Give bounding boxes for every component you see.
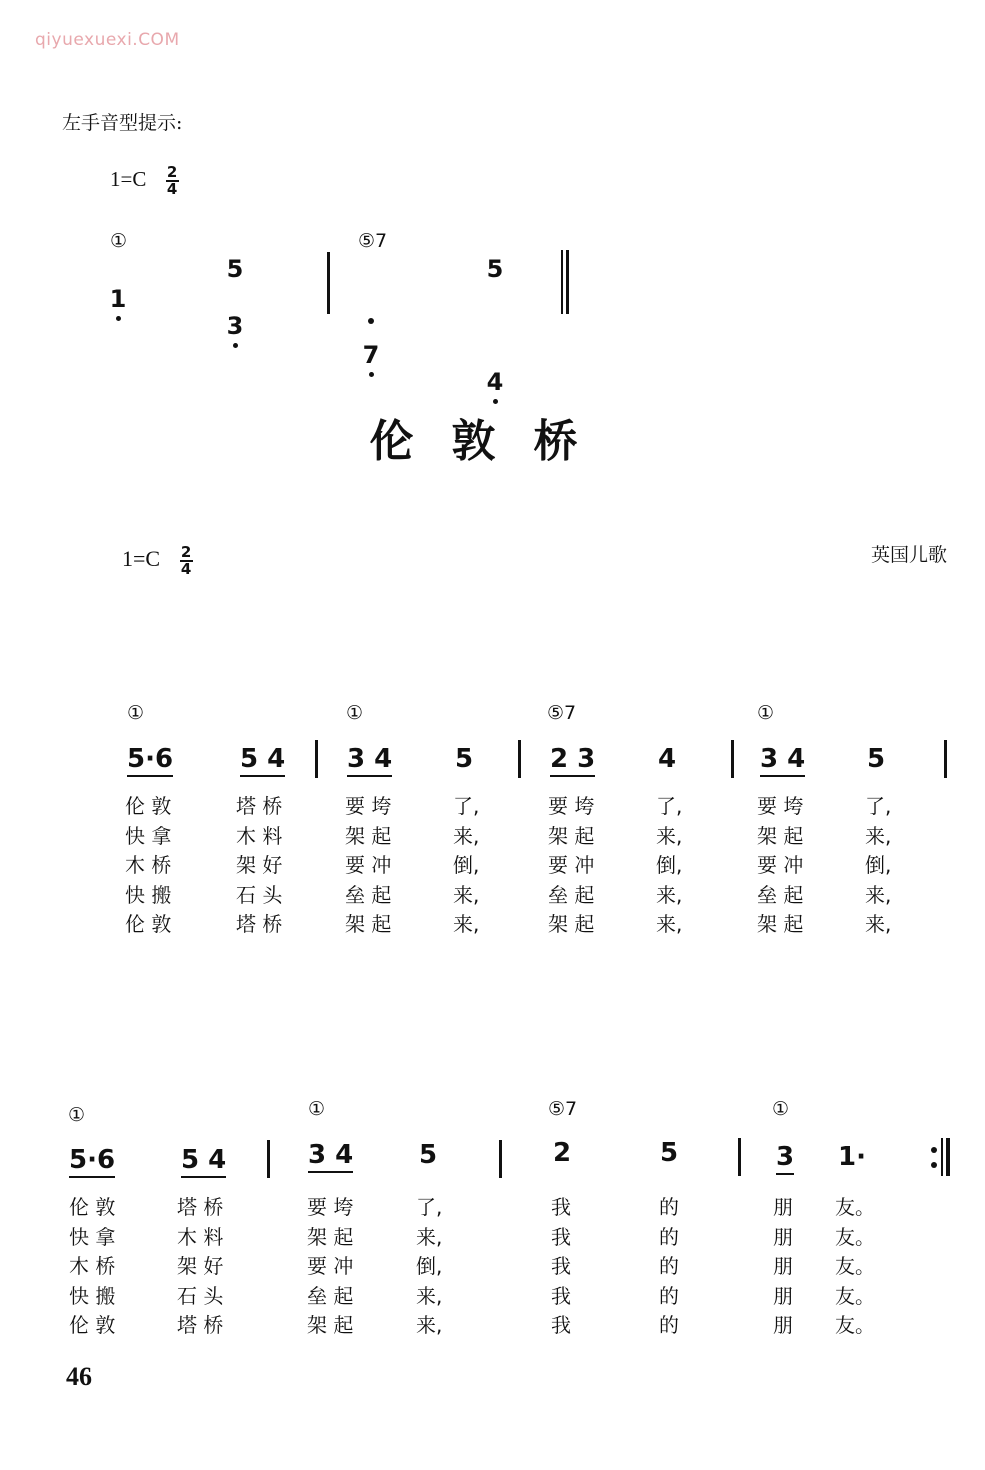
song-time-top: 2 <box>180 543 192 561</box>
hint-chord-note-2-bottom: 4 <box>483 368 507 396</box>
lyric: 我 <box>551 1254 571 1278</box>
hint-chord-2: ⑤7 <box>358 230 388 252</box>
lyric: 来, <box>656 823 683 848</box>
line1-lyrics-col-6 <box>656 792 682 940</box>
hint-final-barline-thick <box>566 250 569 314</box>
line2-note-6: 5 <box>660 1138 679 1168</box>
line2-chord-3: ⑤7 <box>548 1098 578 1120</box>
lyric: 友。 <box>835 1313 875 1337</box>
line1-chord-2: ① <box>346 702 364 724</box>
line1-note-7: 3 4 <box>760 744 805 777</box>
line1-note-5: 2 3 <box>550 744 595 777</box>
lyric: 要 垮 <box>757 794 804 818</box>
song-origin: 英国儿歌 <box>870 544 947 566</box>
line2-lyrics-col-3 <box>307 1193 353 1341</box>
line1-chord-1: ① <box>127 702 145 724</box>
lyric: 塔 桥 <box>236 912 283 936</box>
lyric: 架 起 <box>548 912 595 936</box>
lyric: 快 拿 <box>125 823 172 848</box>
hint-key-signature <box>110 165 179 197</box>
line2-note-8: 1· <box>838 1142 866 1172</box>
repeat-dot-bottom <box>931 1162 937 1168</box>
lyric: 友。 <box>835 1224 875 1249</box>
repeat-dot-top <box>931 1147 937 1153</box>
lyric: 来, <box>656 882 683 907</box>
lyric: 垒 起 <box>548 882 595 907</box>
page-number: 46 <box>66 1362 92 1391</box>
hint-chord-note-1-top: 5 <box>226 255 244 283</box>
line2-note-7: 3 <box>776 1142 794 1175</box>
lyric: 快 拿 <box>69 1224 116 1249</box>
lyric: 来, <box>416 1283 443 1308</box>
line2-note-5: 2 <box>553 1138 572 1168</box>
line2-barline-1 <box>267 1140 270 1178</box>
song-title: 伦敦桥 <box>369 416 616 467</box>
line2-barline-2 <box>499 1140 502 1178</box>
lyric: 来, <box>453 823 480 848</box>
lyric: 朋 <box>773 1195 793 1219</box>
lyric: 的 <box>659 1195 679 1219</box>
lyric: 木 料 <box>236 823 283 848</box>
watermark-text: qiyuexuexi.COM <box>35 30 180 50</box>
hint-final-barline-thin <box>561 250 563 314</box>
left-hand-pattern-label: 左手音型提示: <box>62 112 183 134</box>
line2-lyrics-col-7 <box>773 1193 793 1341</box>
line2-chord-1: ① <box>68 1104 86 1126</box>
lyric: 朋 <box>773 1313 793 1337</box>
hint-time-top: 2 <box>166 163 178 181</box>
lyric: 塔 桥 <box>236 794 283 818</box>
lyric: 塔 桥 <box>177 1195 224 1219</box>
lyric: 倒, <box>416 1254 443 1278</box>
song-time-signature <box>180 545 193 577</box>
lyric: 朋 <box>773 1254 793 1278</box>
line1-note-8: 5 <box>867 744 886 774</box>
line2-barline-3 <box>738 1138 741 1176</box>
line2-lyrics-col-1 <box>69 1193 115 1341</box>
hint-chord-note-1-bottom: 3 <box>223 312 247 340</box>
lyric: 倒, <box>865 853 892 877</box>
hint-bass-note-2: 7 <box>359 341 383 369</box>
lyric: 要 垮 <box>345 794 392 818</box>
lyric: 伦 敦 <box>125 912 172 936</box>
lyric: 架 起 <box>548 823 595 848</box>
line2-lyrics-col-6 <box>659 1193 679 1341</box>
lyric: 友。 <box>835 1283 875 1308</box>
line1-barline-3 <box>731 740 734 778</box>
line1-lyrics-col-5 <box>548 792 594 940</box>
hint-barline-1 <box>327 252 330 314</box>
lyric: 要 冲 <box>307 1254 354 1278</box>
line1-note-4: 5 <box>455 744 474 774</box>
song-time-bottom: 4 <box>180 560 192 578</box>
line1-chord-3: ⑤7 <box>547 702 577 724</box>
hint-bass-low-dot <box>368 318 374 324</box>
hint-chord-note-2-top: 5 <box>486 255 504 283</box>
lyric: 来, <box>416 1224 443 1249</box>
line1-lyrics-col-4 <box>453 792 479 940</box>
line2-lyrics-col-4 <box>416 1193 442 1341</box>
lyric: 了, <box>416 1195 443 1219</box>
lyric: 要 冲 <box>345 853 392 877</box>
line2-chord-4: ① <box>772 1098 790 1120</box>
line2-chord-2: ① <box>308 1098 326 1120</box>
lyric: 来, <box>865 912 892 936</box>
lyric: 伦 敦 <box>69 1313 116 1337</box>
lyric: 我 <box>551 1195 571 1219</box>
lyric: 来, <box>865 823 892 848</box>
line2-lyrics-col-5 <box>551 1193 571 1341</box>
line1-barline-1 <box>315 740 318 778</box>
lyric: 倒, <box>656 853 683 877</box>
lyric: 友。 <box>835 1195 875 1219</box>
lyric: 快 搬 <box>125 882 172 907</box>
line1-lyrics-col-1 <box>125 792 171 940</box>
line1-lyrics-col-3 <box>345 792 391 940</box>
lyric: 垒 起 <box>345 882 392 907</box>
lyric: 要 垮 <box>307 1195 354 1219</box>
line2-lyrics-col-8 <box>835 1193 875 1341</box>
lyric: 石 头 <box>236 882 283 907</box>
lyric: 来, <box>453 882 480 907</box>
lyric: 木 桥 <box>125 853 172 877</box>
line1-note-6: 4 <box>658 744 677 774</box>
hint-time-signature <box>166 165 179 197</box>
lyric: 架 起 <box>345 912 392 936</box>
lyric: 架 起 <box>307 1224 354 1249</box>
lyric: 要 垮 <box>548 794 595 818</box>
line1-note-1: 5·6 <box>127 744 173 777</box>
hint-key-text: 1=C <box>110 166 147 191</box>
line2-note-3: 3 4 <box>308 1140 353 1173</box>
lyric: 要 冲 <box>757 853 804 877</box>
repeat-barline-thin <box>941 1138 943 1176</box>
line1-lyrics-col-2 <box>236 792 282 940</box>
lyric: 倒, <box>453 853 480 877</box>
lyric: 的 <box>659 1313 679 1337</box>
lyric: 来, <box>453 912 480 936</box>
line1-lyrics-col-7 <box>757 792 803 940</box>
lyric: 的 <box>659 1283 679 1308</box>
lyric: 了, <box>865 794 892 818</box>
lyric: 石 头 <box>177 1283 224 1308</box>
lyric: 了, <box>453 794 480 818</box>
lyric: 伦 敦 <box>69 1195 116 1219</box>
lyric: 木 桥 <box>69 1254 116 1278</box>
lyric: 我 <box>551 1283 571 1308</box>
lyric: 架 起 <box>307 1313 354 1337</box>
lyric: 的 <box>659 1224 679 1249</box>
lyric: 伦 敦 <box>125 794 172 818</box>
lyric: 我 <box>551 1224 571 1249</box>
lyric: 来, <box>865 882 892 907</box>
lyric: 架 好 <box>177 1254 224 1278</box>
lyric: 我 <box>551 1313 571 1337</box>
lyric: 木 料 <box>177 1224 224 1249</box>
lyric: 架 起 <box>757 823 804 848</box>
hint-chord-1: ① <box>110 230 128 252</box>
lyric: 朋 <box>773 1283 793 1308</box>
lyric: 要 冲 <box>548 853 595 877</box>
lyric: 了, <box>656 794 683 818</box>
lyric: 垒 起 <box>757 882 804 907</box>
line1-note-3: 3 4 <box>347 744 392 777</box>
line1-chord-4: ① <box>757 702 775 724</box>
song-key-text: 1=C <box>122 546 161 572</box>
line1-barline-4 <box>944 740 947 778</box>
lyric: 来, <box>416 1313 443 1337</box>
lyric: 架 起 <box>757 912 804 936</box>
line2-note-2: 5 4 <box>181 1145 226 1178</box>
line1-lyrics-col-8 <box>865 792 891 940</box>
repeat-barline-thick <box>946 1138 950 1176</box>
line2-note-1: 5·6 <box>69 1145 115 1178</box>
line1-note-2: 5 4 <box>240 744 285 777</box>
lyric: 垒 起 <box>307 1283 354 1308</box>
song-key-signature <box>122 545 193 577</box>
lyric: 来, <box>656 912 683 936</box>
lyric: 架 好 <box>236 853 283 877</box>
line2-note-4: 5 <box>419 1140 438 1170</box>
line2-lyrics-col-2 <box>177 1193 223 1341</box>
line1-barline-2 <box>518 740 521 778</box>
hint-time-bottom: 4 <box>166 180 178 198</box>
hint-bass-note-1: 1 <box>106 285 130 313</box>
lyric: 的 <box>659 1254 679 1278</box>
lyric: 快 搬 <box>69 1283 116 1308</box>
lyric: 朋 <box>773 1224 793 1249</box>
lyric: 塔 桥 <box>177 1313 224 1337</box>
lyric: 架 起 <box>345 823 392 848</box>
lyric: 友。 <box>835 1254 875 1278</box>
